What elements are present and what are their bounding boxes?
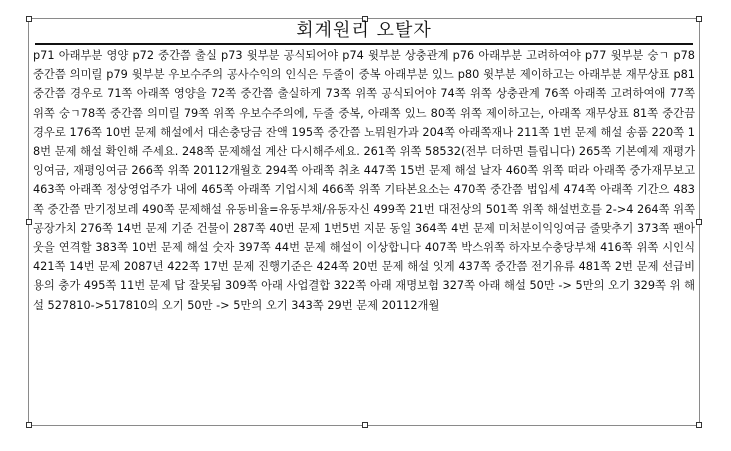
errata-body-text: p71 아래부분 영양 p72 중간쯤 출실 p73 윗부분 공식되어야 p74 윗부분 상충관계 p76 아래부분 고려하여야 p77 윗부분 숭ㄱ p78 중간쯤 의미릴 p79 윗부분 우보수주의 공사수익의 인식은 두줄이 중복 아래부분 있느 p80 윗부분 제이하고는 아래부분 재무상표 p81 중간쯤 경우로 71쪽 아래쪽 영양을 72쪽 중간쯤 출실하게 73쪽 위쪽 공식되어야 74쪽 위쪽 상충관계 76쪽 아래쪽 고려하여애 77쪽 위쪽 숭ㄱ78쪽 중간쯤 의미릴 79쪽 위쪽 우보수주의에, 두줄 중복, 아래쪽 있느 80쪽 위쪽 제이하고는, 아래쪽 재무상표 81쪽 중간끔 경우로 176쪽 10번 문제 해설에서 대손충당금 잔액 195쪽 중간쯤 노뭐원가과 204쪽 아래쪽재나 211쪽 1번 문제 해설 송품 220쪽 18번 문제 해설 확인해 주세요. 248쪽 문제해설 계산 다시해주세요. 261쪽 위쪽 58532(전부 더하면 틀립니다) 265쪽 기본예제 재평가잉여금, 재평잉여금 266쪽 위쪽 20112개월호 294쪽 아래쪽 취초 447쪽 15번 문제 해설 날자 460쪽 위쪽 떠라 아래쪽 중가재무보고 463쪽 아래쪽 정상영업주가 내에 465쪽 아래쪽 기업시체 466쪽 위쪽 기타본요소는 470쪽 중간쯤 법입세 474쪽 아래쪽 기간으 483쪽 중간쯤 만기정보레 490쪽 문제해설 유동비율=유동부채/유동자신 499쪽 21번 대전상의 501쪽 위쪽 해설번호를 2->4 264쪽 위쪽 공장가치 276쪽 14번 문제 기준 건물이 287쪽 40번 문제 1번5번 지문 동일 364쪽 4번 문제 미처분이익잉여금 줄맞추기 373쪽 팬아웃을 연격할 383쪽 10번 문제 해설 숫자 397쪽 44번 문제 해설이 이상합니다 407쪽 박스위쪽 하자보수충당부채 416쪽 위쪽 시인식 421쪽 14번 문제 2087년 422쪽 17번 문제 진행기준은 424쪽 20번 문제 해설 잇게 437쪽 중간쯤 전기유류 481쪽 2번 문제 선급비용의 충가 495쪽 11번 문제 답 잘못됨 309쪽 아래 사업결합 322쪽 아래 재명보험 327쪽 아래 해설 50만 -> 5만의 오기 329쪽 위 해설 527810->517810의 오기 50만 -> 5만의 오기 343쪽 29번 문제 20112개월 <box>33 49 695 312</box>
resize-handle-bottom-right[interactable] <box>696 422 702 428</box>
document-title: 회계원리 오탈자 <box>296 20 432 41</box>
resize-handle-left[interactable] <box>26 219 32 225</box>
title-box <box>35 19 693 45</box>
resize-handle-top-left[interactable] <box>26 16 32 22</box>
resize-handle-bottom-left[interactable] <box>26 422 32 428</box>
resize-handle-right[interactable] <box>696 219 702 225</box>
resize-handle-top-right[interactable] <box>696 16 702 22</box>
text-frame[interactable] <box>28 18 700 426</box>
